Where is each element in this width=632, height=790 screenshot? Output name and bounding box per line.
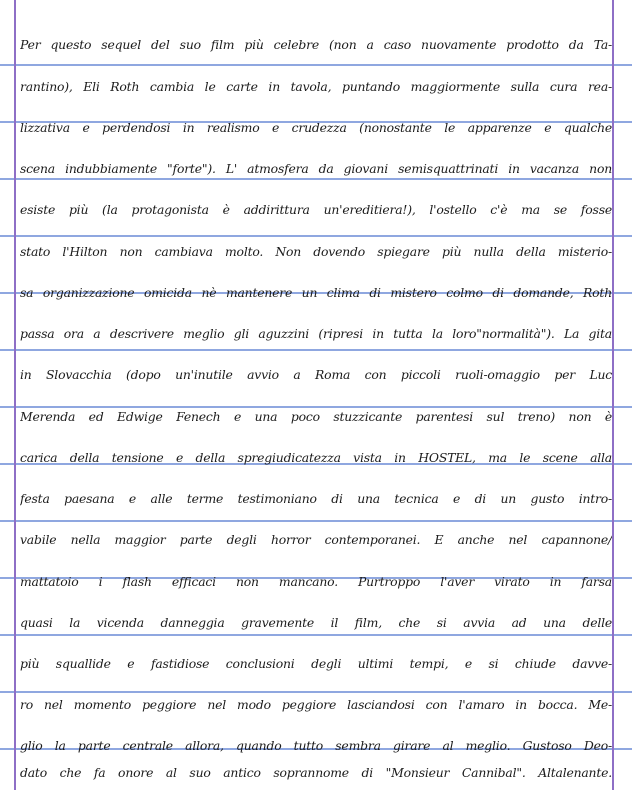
text-line: dato che fa onore al suo antico soprannome di "Monsieur Cannibal". Altalenante. [20, 765, 612, 780]
text-line: Per questo sequel del suo film più celebre (non a caso nuovamente prodotto da Ta- [20, 37, 612, 52]
text-line: Merenda ed Edwige Fenech e una poco stuzzicante parentesi sul treno) non è [20, 409, 612, 424]
text-line: scena indubbiamente "forte"). L' atmosfera da giovani semisquattrinati in vacanza non [20, 161, 612, 176]
text-line: passa ora a descrivere meglio gli aguzzini (ripresi in tutta la loro"normalità"). La gita [20, 326, 612, 341]
text-line: in Slovacchia (dopo un'inutile avvio a Roma con piccoli ruoli-omaggio per Luc [20, 367, 612, 382]
text-line: ro nel momento peggiore nel modo peggiore lasciandosi con l'amaro in bocca. Me- [20, 697, 612, 712]
text-line: rantino), Eli Roth cambia le carte in tavola, puntando maggiormente sulla cura rea- [20, 79, 612, 94]
text-line: vabile nella maggior parte degli horror contemporanei. E anche nel capannone/ [20, 532, 612, 547]
text-line: glio la parte centrale allora, quando tutto sembra girare al meglio. Gustoso Deo- [20, 738, 612, 753]
text-line: stato l'Hilton non cambiava molto. Non dovendo spiegare più nulla della misterio- [20, 244, 612, 259]
text-line: carica della tensione e della spregiudicatezza vista in HOSTEL, ma le scene alla [20, 450, 612, 465]
text-line: quasi la vicenda danneggia gravemente il film, che si avvia ad una delle [20, 615, 612, 630]
text-line: più squallide e fastidiose conclusioni degli ultimi tempi, e si chiude davve- [20, 656, 612, 671]
text-line: esiste più (la protagonista è addirittura un'ereditiera!), l'ostello c'è ma se fosse [20, 202, 612, 217]
text-line: lizzativa e perdendosi in realismo e crudezza (nonostante le apparenze e qualche [20, 120, 612, 135]
text-line: festa paesana e alle terme testimoniano di una tecnica e di un gusto intro- [20, 491, 612, 506]
text-line: sa organizzazione omicida nè mantenere un clima di mistero colmo di domande, Roth [20, 285, 612, 300]
text-line: mattatoio i flash efficaci non mancano. Purtroppo l'aver virato in farsa [20, 574, 612, 589]
